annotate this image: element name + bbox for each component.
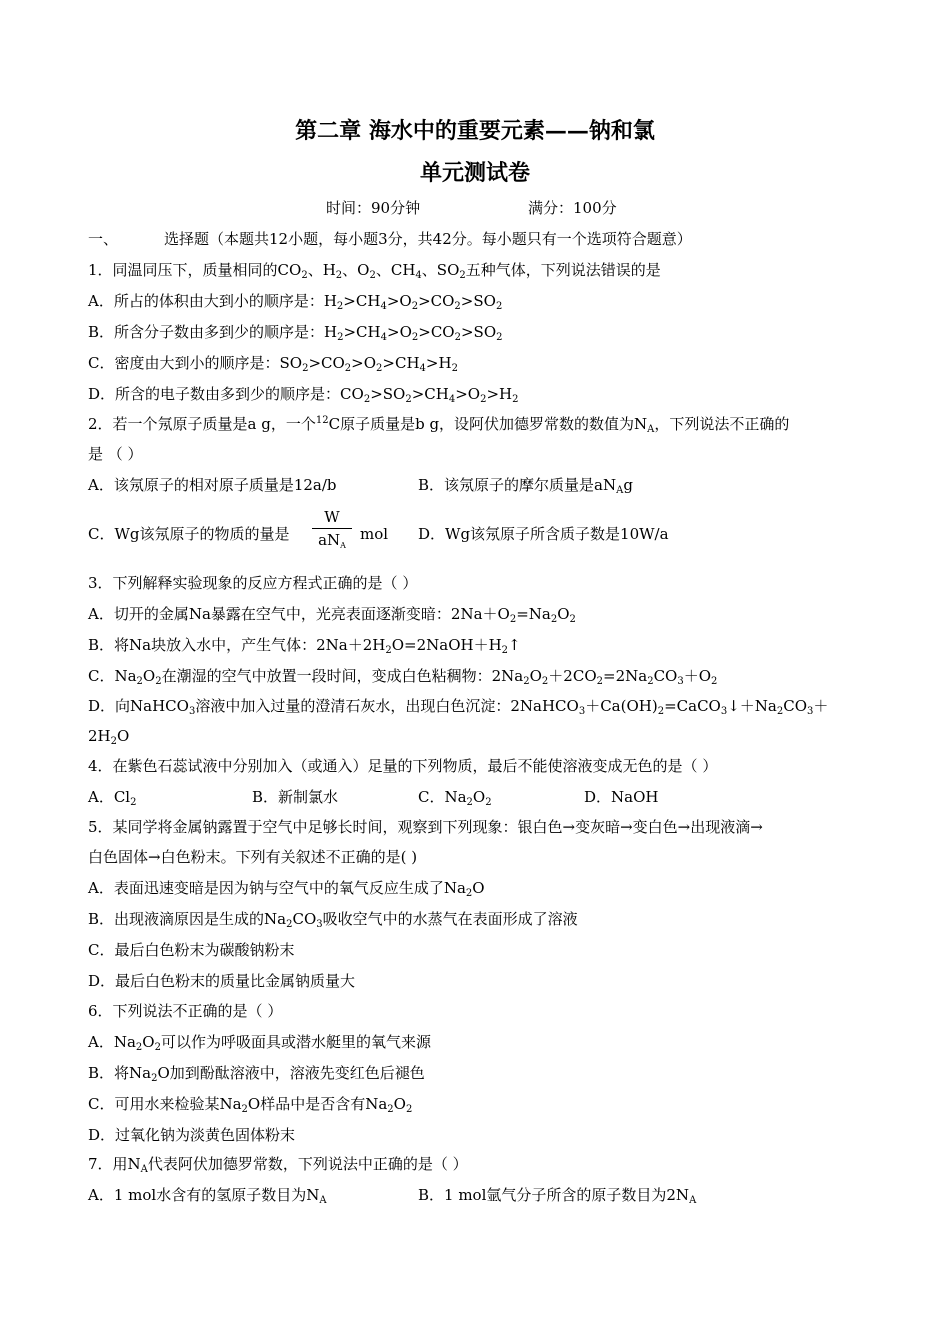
- question-2-option-c: [88, 524, 290, 544]
- question-2-option-c-text: C．Wg该氖原子的物质的量是: [88, 525, 290, 543]
- question-5-stem-line2: 白色固体→白色粉末。下列有关叙述不正确的是( ): [88, 848, 418, 866]
- question-2-option-a: A．该氖原子的相对原子质量是12a/b: [88, 476, 337, 494]
- question-2-option-d: D．Wg该氖原子所含质子数是10W/a: [418, 525, 669, 543]
- question-5-option-b: B．出现液滴原因是生成的$Na_2CO_3$吸收空气中的水蒸气在表面形成了溶液: [88, 910, 578, 930]
- question-2-option-c-unit: mol: [360, 525, 389, 543]
- question-3-option-d-line2: $2H_2O$: [88, 727, 130, 747]
- question-6-option-c: C．可用水来检验某$Na_2O$样品中是否含有$Na_2O_2$: [88, 1095, 413, 1115]
- question-5-option-d: D．最后白色粉末的质量比金属钠质量大: [88, 972, 356, 990]
- question-1-option-a: A．所占的体积由大到小的顺序是：$H_2>CH_4>O_2>CO_2>SO_2$: [88, 292, 503, 312]
- question-7-option-a: A．1 mol水含有的氢原子数目为$N_A$: [88, 1186, 327, 1206]
- question-1-stem: 1．同温同压下，质量相同的$CO_2$、$H_2$、$O_2$、$CH_4$、$SO_2$五种气体，下列说法错误的是: [88, 261, 661, 281]
- question-4-option-b: B．新制氯水: [252, 788, 339, 806]
- question-5-stem-line1: 5．某同学将金属钠露置于空气中足够长时间，观察到下列现象：银白色→变灰暗→变白色→出现液滴→: [88, 818, 763, 836]
- question-6-stem: 6．下列说法不正确的是（ ）: [88, 1002, 283, 1020]
- fraction-numerator: W: [324, 508, 340, 526]
- question-3-option-c: C．$Na_2O_2$在潮湿的空气中放置一段时间，变成白色粘稠物：$2Na_2O_2+2CO_2=2Na_2CO_3+O_2$: [88, 667, 718, 687]
- question-4-option-c: C．$Na_2O_2$: [418, 788, 492, 808]
- question-2-stem-line2: 是 （ ）: [88, 445, 143, 463]
- question-5-option-c: C．最后白色粉末为碳酸钠粉末: [88, 941, 295, 959]
- question-7-option-b: B．1 mol氩气分子所含的原子数目为$2N_A$: [418, 1186, 697, 1206]
- question-3-option-a: A．切开的金属Na暴露在空气中，光亮表面逐渐变暗：$2Na+O_2=Na_2O_2$: [88, 605, 576, 625]
- question-6-option-d: D．过氧化钠为淡黄色固体粉末: [88, 1126, 296, 1144]
- chapter-title: 第二章 海水中的重要元素——钠和氯: [295, 118, 655, 144]
- fraction-denominator: $aN_A$: [318, 531, 346, 550]
- question-1-option-c: C．密度由大到小的顺序是：$SO_2>CO_2>O_2>CH_4>H_2$: [88, 354, 458, 374]
- question-6-option-b: B．将$Na_2O$加到酚酞溶液中，溶液先变红色后褪色: [88, 1064, 425, 1084]
- section-heading: [88, 229, 692, 249]
- question-1-option-b: B．所含分子数由多到少的顺序是：$H_2>CH_4>O_2>CO_2>SO_2$: [88, 323, 503, 343]
- question-4-stem: 4．在紫色石蕊试液中分别加入（或通入）足量的下列物质，最后不能使溶液变成无色的是（ ）: [88, 757, 718, 775]
- question-2-option-b: B．该氖原子的摩尔质量是$aN_Ag$: [418, 476, 633, 496]
- question-2-stem-line1: 2．若一个氖原子质量是a g，一个$^{12}$C原子质量是b g，设阿伏加德罗常数的数值为$N_A$，下列说法不正确的: [88, 415, 790, 435]
- section-text: 选择题（本题共12小题，每小题3分，共42分。每小题只有一个选项符合题意）: [164, 230, 692, 248]
- question-5-option-a: A．表面迅速变暗是因为钠与空气中的氧气反应生成了$Na_2O$: [88, 879, 485, 899]
- question-7-stem: 7．用$N_A$代表阿伏加德罗常数，下列说法中正确的是（ ）: [88, 1155, 468, 1175]
- question-4-option-d: D．NaOH: [584, 788, 659, 806]
- exam-score: 满分：100分: [528, 199, 617, 217]
- section-label: 一、: [88, 230, 119, 248]
- fraction-bar: [312, 528, 352, 529]
- question-6-option-a: A．$Na_2O_2$可以作为呼吸面具或潜水艇里的氧气来源: [88, 1033, 431, 1053]
- question-3-option-b: B．将Na块放入水中，产生气体：$2Na+2H_2O=2NaOH+H_2↑$: [88, 636, 521, 656]
- question-4-option-a: A．$Cl_2$: [88, 788, 137, 808]
- question-3-stem: 3．下列解释实验现象的反应方程式正确的是（ ）: [88, 574, 418, 592]
- test-title: 单元测试卷: [419, 160, 530, 186]
- exam-time: 时间：90分钟: [326, 199, 421, 217]
- question-1-option-d: D．所含的电子数由多到少的顺序是：$CO_2>SO_2>CH_4>O_2>H_2$: [88, 385, 519, 405]
- question-2-option-c-fraction: [312, 508, 352, 549]
- question-3-option-d-line1: D．向NaHCO$_3$溶液中加入过量的澄清石灰水，出现白色沉淀：$2NaHCO_3+Ca(OH)_2=CaCO_3↓+Na_2CO_3+$: [88, 697, 829, 717]
